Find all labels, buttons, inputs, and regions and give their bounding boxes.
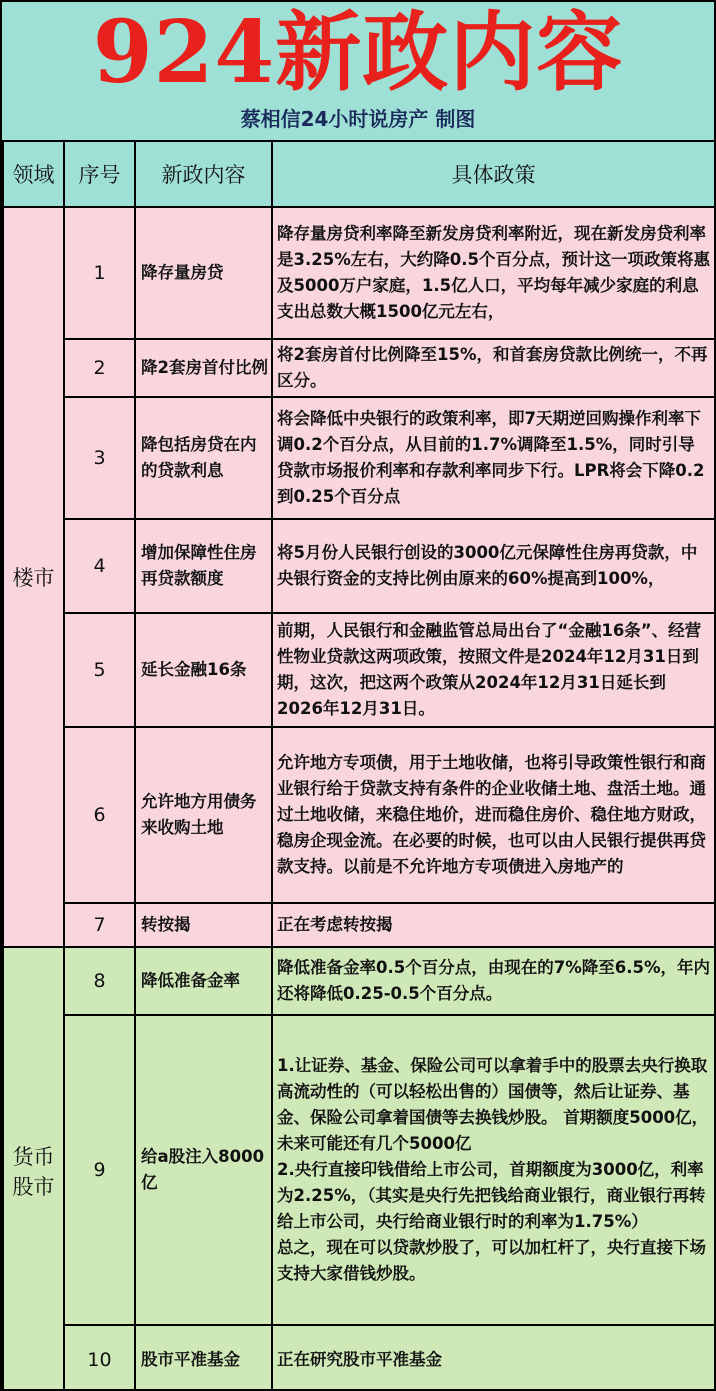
policy-table (2, 140, 716, 1391)
row-number: 3 (64, 397, 135, 519)
policy-detail-text: 将5月份人民银行创设的3000亿元保障性住房再贷款，中央银行资金的支持比例由原来的60%提高到100%， (277, 543, 698, 588)
column-header-number: 序号 (64, 141, 135, 207)
row-number: 8 (64, 947, 135, 1015)
policy-detail (272, 903, 715, 947)
policy-detail-text: 前期，人民银行和金融监管总局出台了“金融16条”、经营性物业贷款这两项政策，按照文件是2024年12月31日到期，这次，把这两个政策从2024年12月31日延长到2026年12月31日。 (277, 621, 702, 718)
policy-detail-text: 1.让证券、基金、保险公司可以拿着手中的股票去央行换取高流动性的（可以轻松出售的）国债等，然后让证券、基金、保险公司拿着国债等去换钱炒股。 首期额度5000亿，未来可能还有几个5000亿 2.央行直接印钱借给上市公司，首期额度为3000亿，利率为2.25%，（其实是央行先把钱给商业银行，商业银行再转给上市公司，央行给商业银行时的利率为1.75%） 总之，现在可以贷款炒股了，可以加杠杆了，央行直接下场支持大家借钱炒股。 (277, 1056, 709, 1283)
policy-detail (272, 727, 715, 903)
policy-item: 延长金融16条 (135, 613, 272, 727)
policy-detail (272, 339, 715, 397)
policy-detail-text: 降存量房贷利率降至新发房贷利率附近，现在新发房贷利率是3.25%左右，大约降0.5个百分点，预计这一项政策将惠及5000万户家庭，1.5亿人口，平均每年减少家庭的利息支出总数大概1500亿元左右， (277, 224, 710, 321)
policy-detail (272, 947, 715, 1015)
page-title: 924新政内容 (92, 2, 624, 103)
row-number: 6 (64, 727, 135, 903)
policy-detail-text: 正在考虑转按揭 (277, 915, 393, 934)
column-header-domain: 领域 (3, 141, 64, 207)
row-number: 5 (64, 613, 135, 727)
policy-detail (272, 1325, 715, 1391)
policy-detail (272, 1015, 715, 1325)
row-number: 1 (64, 207, 135, 339)
table-row (3, 947, 715, 1015)
table-row (3, 207, 715, 339)
column-header-item: 新政内容 (135, 141, 272, 207)
policy-item: 转按揭 (135, 903, 272, 947)
table-row (3, 903, 715, 947)
domain-label: 货币股市 (12, 1145, 55, 1199)
policy-detail-text: 将2套房首付比例降至15%，和首套房贷款比例统一，不再区分。 (277, 345, 708, 390)
policy-detail (272, 397, 715, 519)
policy-detail-text: 将会降低中央银行的政策利率，即7天期逆回购操作利率下调0.2个百分点，从目前的1.7%调降至1.5%，同时引导贷款市场报价利率和存款利率同步下行。LPR将会下降0.2到0.25个百分点 (277, 409, 705, 506)
page-subtitle: 蔡相信24小时说房产 制图 (240, 107, 476, 131)
table-row (3, 1325, 715, 1391)
row-number: 7 (64, 903, 135, 947)
table-row (3, 727, 715, 903)
policy-detail (272, 613, 715, 727)
table-header-row (3, 141, 715, 207)
policy-item: 降低准备金率 (135, 947, 272, 1015)
policy-item: 给a股注入8000亿 (135, 1015, 272, 1325)
policy-detail (272, 519, 715, 613)
policy-item: 降存量房贷 (135, 207, 272, 339)
title-banner (2, 2, 714, 142)
domain-cell-housing: 楼市 (3, 207, 64, 947)
table-row (3, 613, 715, 727)
row-number: 4 (64, 519, 135, 613)
row-number: 2 (64, 339, 135, 397)
row-number: 10 (64, 1325, 135, 1391)
table-row (3, 397, 715, 519)
column-header-detail: 具体政策 (272, 141, 715, 207)
policy-item: 降2套房首付比例 (135, 339, 272, 397)
table-row (3, 519, 715, 613)
policy-item: 股市平准基金 (135, 1325, 272, 1391)
table-row (3, 1015, 715, 1325)
policy-item: 允许地方用债务来收购土地 (135, 727, 272, 903)
policy-detail-text: 正在研究股市平准基金 (277, 1350, 442, 1369)
policy-item: 降包括房贷在内的贷款利息 (135, 397, 272, 519)
policy-item: 增加保障性住房再贷款额度 (135, 519, 272, 613)
row-number: 9 (64, 1015, 135, 1325)
table-row (3, 339, 715, 397)
domain-cell-monetary-stock (3, 947, 64, 1391)
policy-detail-text: 允许地方专项债，用于土地收储，也将引导政策性银行和商业银行给于贷款支持有条件的企业收储土地、盘活土地。通过土地收储，来稳住地价，进而稳住房价、稳住地方财政，稳房企现金流。在必要的时候，也可以由人民银行提供再贷款支持。以前是不允许地方专项债进入房地产的 (277, 753, 706, 876)
policy-detail (272, 207, 715, 339)
policy-detail-text: 降低准备金率0.5个百分点，由现在的7%降至6.5%，年内还将降低0.25-0.5个百分点。 (277, 958, 711, 1003)
